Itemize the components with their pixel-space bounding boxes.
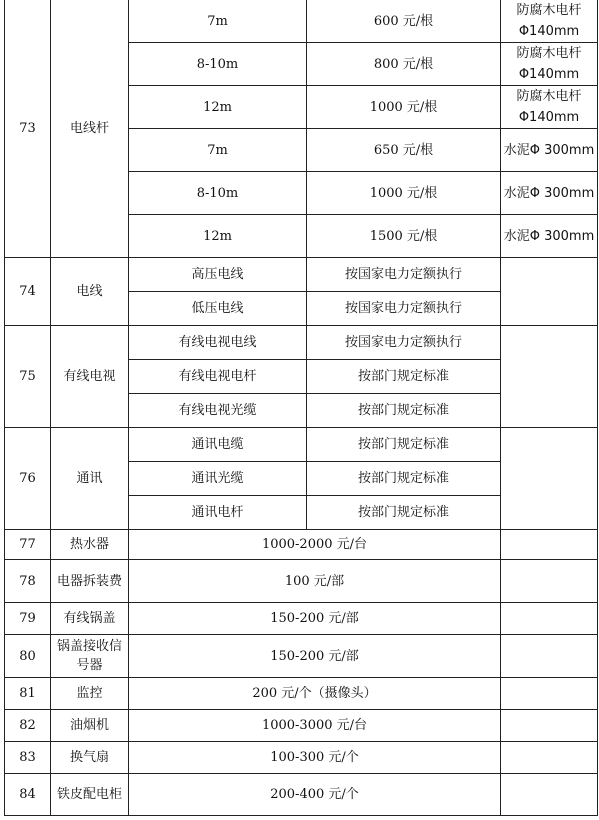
price-cell: 200 元/个（摄像头） xyxy=(129,678,501,710)
item-number: 78 xyxy=(5,560,51,603)
spec-cell: 通讯电缆 xyxy=(129,428,307,462)
spec-cell: 高压电线 xyxy=(129,258,307,292)
price-cell: 650 元/根 xyxy=(307,129,501,172)
item-number: 81 xyxy=(5,678,51,710)
table-row xyxy=(5,710,598,742)
item-name: 有线锅盖 xyxy=(51,603,129,635)
table-row xyxy=(5,742,598,774)
item-number: 75 xyxy=(5,326,51,428)
item-number: 83 xyxy=(5,742,51,774)
spec-cell: 有线电视电线 xyxy=(129,326,307,360)
item-number: 79 xyxy=(5,603,51,635)
item-number: 84 xyxy=(5,774,51,816)
price-cell: 200-400 元/个 xyxy=(129,774,501,816)
item-number: 76 xyxy=(5,428,51,530)
item-name: 通讯 xyxy=(51,428,129,530)
item-number: 82 xyxy=(5,710,51,742)
note-cell xyxy=(501,326,598,428)
note-cell: 水泥Φ 300mm xyxy=(501,215,598,258)
table-row xyxy=(5,258,598,292)
price-cell: 100-300 元/个 xyxy=(129,742,501,774)
price-cell: 150-200 元/部 xyxy=(129,635,501,678)
note-cell xyxy=(501,678,598,710)
spec-cell: 12m xyxy=(129,86,307,129)
price-cell: 1000 元/根 xyxy=(307,86,501,129)
note-cell xyxy=(501,635,598,678)
item-number: 74 xyxy=(5,258,51,326)
note-cell xyxy=(501,258,598,326)
price-cell: 150-200 元/部 xyxy=(129,603,501,635)
note-cell xyxy=(501,530,598,560)
item-number: 77 xyxy=(5,530,51,560)
spec-cell: 8-10m xyxy=(129,172,307,215)
item-name: 监控 xyxy=(51,678,129,710)
price-cell: 按部门规定标准 xyxy=(307,496,501,530)
price-cell: 按部门规定标准 xyxy=(307,394,501,428)
spec-cell: 有线电视电杆 xyxy=(129,360,307,394)
price-cell: 1000 元/根 xyxy=(307,172,501,215)
price-cell: 1500 元/根 xyxy=(307,215,501,258)
spec-cell: 8-10m xyxy=(129,43,307,86)
spec-cell: 低压电线 xyxy=(129,292,307,326)
table-row xyxy=(5,603,598,635)
item-name: 电线杆 xyxy=(51,0,129,258)
price-cell: 1000-3000 元/台 xyxy=(129,710,501,742)
item-name: 油烟机 xyxy=(51,710,129,742)
price-cell: 800 元/根 xyxy=(307,43,501,86)
note-cell xyxy=(501,603,598,635)
price-cell: 100 元/部 xyxy=(129,560,501,603)
table-row xyxy=(5,326,598,360)
spec-cell: 12m xyxy=(129,215,307,258)
item-name: 电线 xyxy=(51,258,129,326)
spec-cell: 7m xyxy=(129,129,307,172)
item-number: 80 xyxy=(5,635,51,678)
item-name: 有线电视 xyxy=(51,326,129,428)
price-cell: 600 元/根 xyxy=(307,0,501,43)
note-cell: 防腐木电杆 Φ140mm xyxy=(501,43,598,86)
table-row xyxy=(5,0,598,43)
note-cell: 防腐木电杆 Φ140mm xyxy=(501,86,598,129)
table-row xyxy=(5,774,598,816)
table-row xyxy=(5,678,598,710)
price-cell: 按国家电力定额执行 xyxy=(307,292,501,326)
note-cell xyxy=(501,428,598,530)
spec-cell: 7m xyxy=(129,0,307,43)
spec-cell: 有线电视光缆 xyxy=(129,394,307,428)
note-cell xyxy=(501,560,598,603)
note-cell xyxy=(501,710,598,742)
table-row xyxy=(5,560,598,603)
item-name: 换气扇 xyxy=(51,742,129,774)
spec-cell: 通讯光缆 xyxy=(129,462,307,496)
table-row xyxy=(5,530,598,560)
item-name: 电器拆装费 xyxy=(51,560,129,603)
item-name: 铁皮配电柜 xyxy=(51,774,129,816)
compensation-table xyxy=(4,0,598,816)
note-cell: 防腐木电杆 Φ140mm xyxy=(501,0,598,43)
price-cell: 按国家电力定额执行 xyxy=(307,258,501,292)
price-cell: 1000-2000 元/台 xyxy=(129,530,501,560)
price-cell: 按部门规定标准 xyxy=(307,428,501,462)
item-number: 73 xyxy=(5,0,51,258)
note-cell: 水泥Φ 300mm xyxy=(501,172,598,215)
price-cell: 按部门规定标准 xyxy=(307,462,501,496)
item-name: 锅盖接收信号器 xyxy=(51,635,129,678)
table-row xyxy=(5,428,598,462)
price-cell: 按国家电力定额执行 xyxy=(307,326,501,360)
table-row xyxy=(5,635,598,678)
note-cell xyxy=(501,774,598,816)
note-cell xyxy=(501,742,598,774)
item-name: 热水器 xyxy=(51,530,129,560)
note-cell: 水泥Φ 300mm xyxy=(501,129,598,172)
spec-cell: 通讯电杆 xyxy=(129,496,307,530)
price-cell: 按部门规定标准 xyxy=(307,360,501,394)
